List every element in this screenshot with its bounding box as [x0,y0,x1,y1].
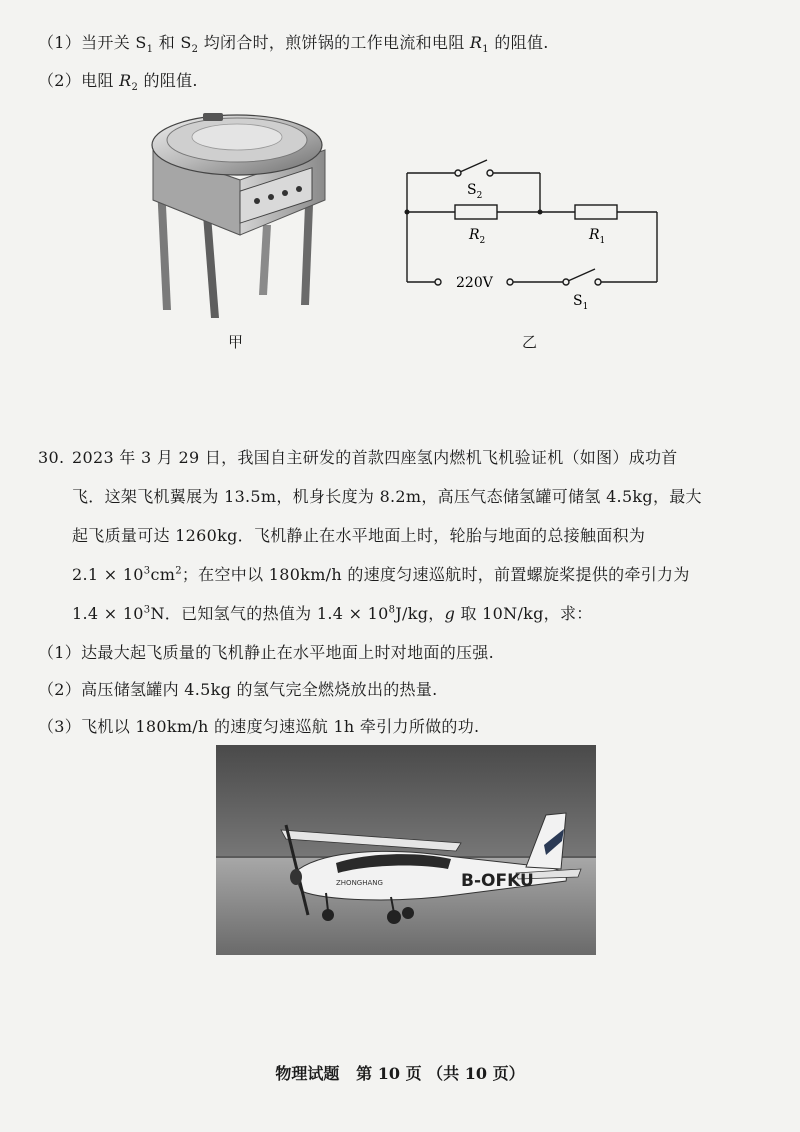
q30-line-2: 飞．这架飞机翼展为 13.5m，机身长度为 8.2m，高压气态储氢罐可储氢 4.5kg，最大 [72,487,702,506]
question-part-2: （2）电阻 $R_2$ 的阻值. [38,71,198,94]
figure-caption-jia: 甲 [228,333,244,351]
q30-line-3: 起飞质量可达 1260kg．飞机静止在水平地面上时，轮胎与地面的总接触面积为 [72,526,646,545]
label-voltage: 220V [456,275,493,291]
q30-line-5: $1.4 \times 10^3N$．已知氢气的热值为 $1.4 \times 10^8J/kg$，g 取 10N/kg，求： [72,604,593,623]
q30-sub-1: （1）达最大起飞质量的飞机静止在水平地面上时对地面的压强. [38,643,494,662]
griddle-illustration [145,105,335,320]
label-s2: $S_2$ [467,182,483,201]
q30-line-4: $2.1 \times 10^3cm^2$；在空中以 180km/h 的速度匀速巡航时，前置螺旋桨提供的牵引力为 [72,565,690,584]
q30-number: 30. [38,448,65,467]
circuit-diagram [395,150,670,310]
airplane-photo [216,745,596,955]
q30-sub-3: （3）飞机以 180km/h 的速度匀速巡航 1h 牵引力所做的功. [38,717,480,736]
plane-logo-text: ZHONGHANG [336,879,383,887]
label-r1: $R_1$ [589,227,606,246]
question-part-1: （1）当开关 $S_1$ 和 $S_2$ 均闭合时，煎饼锅的工作电流和电阻 $R_1$ 的阻值. [38,33,549,56]
page-footer: 物理试题 第 10 页 （共 10 页） [275,1064,525,1083]
label-s1: $S_1$ [573,293,589,310]
q30-line-1: 30. 2023 年 3 月 29 日，我国自主研发的首款四座氢内燃机飞机验证机（如图）成功首 [38,448,678,467]
plane-registration-text: B-OFKU [461,871,534,891]
label-r2: $R_2$ [469,227,486,246]
figure-caption-yi: 乙 [522,333,538,351]
q30-sub-2: （2）高压储氢罐内 4.5kg 的氢气完全燃烧放出的热量. [38,680,438,699]
